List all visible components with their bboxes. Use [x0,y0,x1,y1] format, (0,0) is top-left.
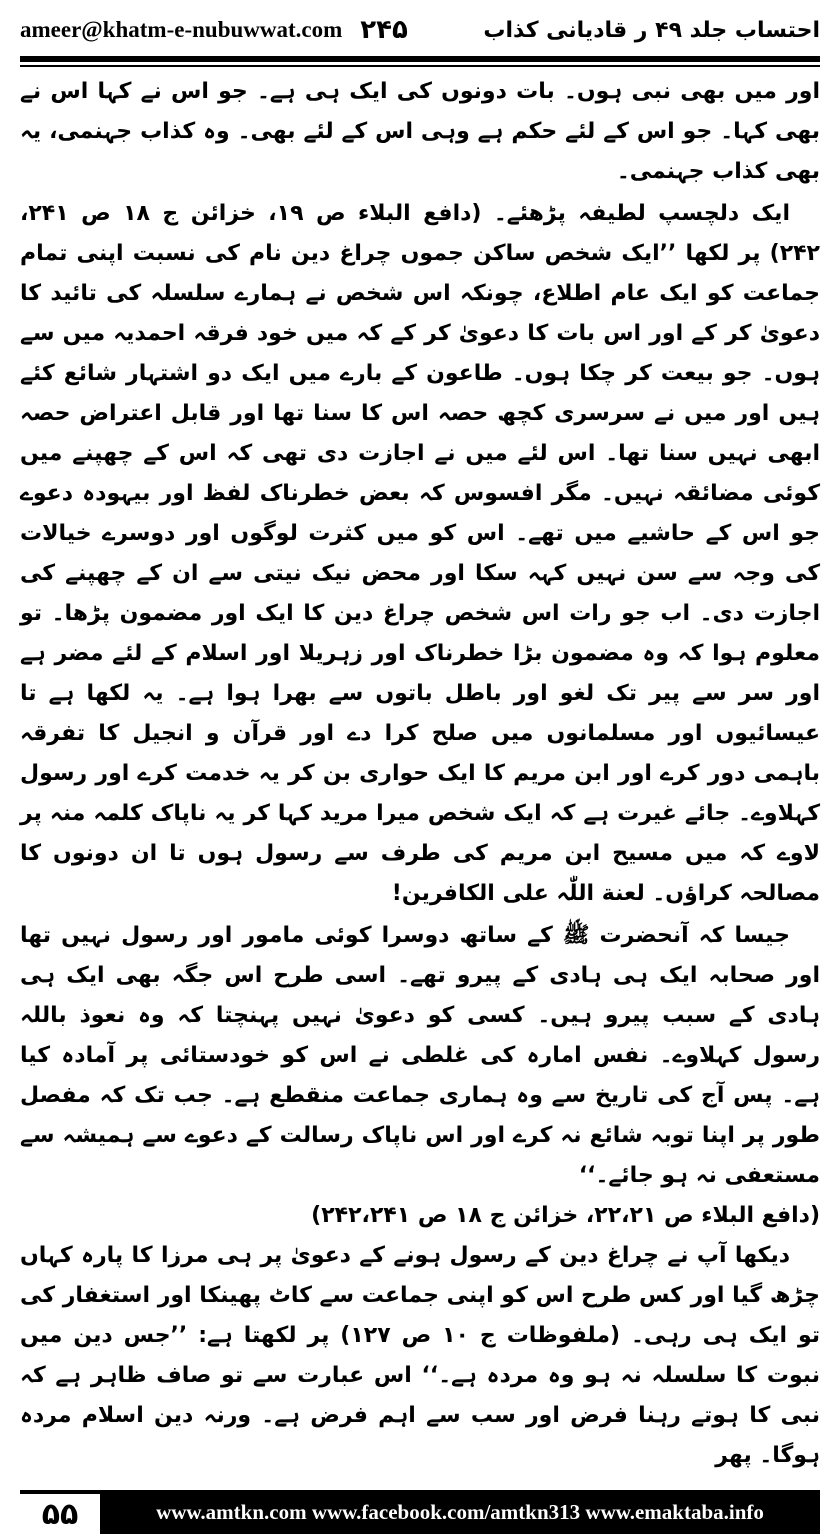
header-page-number: ۲۴۵ [360,15,408,45]
paragraph-3: جیسا کہ آنحضرت ﷺ کے ساتھ دوسرا کوئی مامور اور رسول نہیں تھا اور صحابہ ایک ہی ہادی کے پیرو تھے۔ اسی طرح اس جگہ بھی ایک ہی ہادی کے سبب پیرو ہیں۔ کسی کو دعویٰ نہیں پہنچتا کہ وہ نعوذ باللہ رسول کہلاوے۔ نفس امارہ کی غلطی نے اس کو خودستائی پر آمادہ کیا ہے۔ پس آج کی تاریخ سے وہ ہماری جماعت منقطع ہے۔ جب تک کہ مفصل طور پر اپنا توبہ شائع نہ کرے اور اس ناپاک رسالت کے دعوے سے ہمیشہ سے مستعفی نہ ہو جائے۔‘‘ [20,923,820,1188]
paragraph-1: اور میں بھی نبی ہوں۔ بات دونوں کی ایک ہی ہے۔ جو اس نے کہا اس نے بھی کہا۔ جو اس کے لئے حکم ہے وہی اس کے لئے بھی۔ وہ کذاب جہنمی، یہ بھی کذاب جہنمی۔ [20,79,820,184]
header-email[interactable]: ameer@khatm-e-nubuwwat.com [20,17,343,42]
paragraph-2: ایک دلچسپ لطیفہ پڑھئے۔ (دافع البلاء ص ۱۹، خزائن ج ۱۸ ص ۲۴۱، ۲۴۲) پر لکھا ’’ایک شخص ساکن جموں چراغ دین نام کی نسبت اپنی تمام جماعت کو ایک عام اطلاع، چونکہ اس شخص نے ہمارے سلسلہ کی تائید کا دعویٰ کر کے اور اس بات کا دعویٰ کر کے کہ میں خود فرقہ احمدیہ میں سے ہوں۔ جو بیعت کر چکا ہوں۔ طاعون کے بارے میں ایک دو اشتہار شائع کئے ہیں اور میں نے سرسری کچھ حصہ اس کا سنا تھا اور قابل اعتراض حصہ ابھی نہیں سنا تھا۔ اس لئے میں نے اجازت دی تھی کہ اس کے چھپنے میں کوئی مضائقہ نہیں۔ مگر افسوس کہ بعض خطرناک لفظ اور بیہودہ دعوے جو اس کے حاشیے میں تھے۔ اس کو میں کثرت لوگوں اور دوسرے خیالات کی وجہ سے سن نہیں کہہ سکا اور محض نیک نیتی سے ان کے چھپنے کی اجازت دی۔ اب جو رات اس شخص چراغ دین کا ایک اور مضمون پڑھا۔ تو معلوم ہوا کہ وہ مضمون بڑا خطرناک اور زہریلا اور اسلام کے لئے مضر ہے اور سر سے پیر تک لغو اور باطل باتوں سے بھرا ہوا ہے۔ یہ لکھا ہے تا عیسائیوں اور مسلمانوں میں صلح کرا دے اور قرآن و انجیل کا تفرقہ باہمی دور کرے اور ابن مریم کا ایک حواری بن کر یہ خدمت کرے اور رسول کہلاوے۔ جائے غیرت ہے کہ ایک شخص میرا مرید کہا کر یہ ناپاک کلمہ منہ پر لاوے کہ میں مسیح ابن مریم کی طرف سے رسول ہوں تا ان دونوں کا مصالحہ کراؤں۔ لعنة اللّٰہ علی الکافرین! [20,201,820,906]
header-rule-thin [20,65,820,67]
header-rule-thick [20,56,820,62]
page-body [20,72,820,1484]
citation-reference: (دافع البلاء ص ۲۲،۲۱، خزائن ج ۱۸ ص ۲۴۲،۲۴۱) [311,1203,820,1228]
header-book-title: احتساب جلد ۴۹ ر قادیانی کذاب [483,17,820,43]
paragraph-4: دیکھا آپ نے چراغ دین کے رسول ہونے کے دعویٰ پر ہی مرزا کا پارہ کہاں چڑھ گیا اور کس طرح اس کو اپنی جماعت سے کاٹ پھینکا اور استغفار کی تو ایک ہی رہی۔ (ملفوظات ج ۱۰ ص ۱۲۷) پر لکھتا ہے: ’’جس دین میں نبوت کا سلسلہ نہ ہو وہ مردہ ہے۔‘‘ اس عبارت سے تو صاف ظاہر ہے کہ نبی کا ہوتے رہنا فرض اور سب سے اہم فرض ہے۔ ورنہ دین اسلام مردہ ہوگا۔ پھر [20,1243,820,1468]
footer-links[interactable]: www.amtkn.com www.facebook.com/amtkn313 www.emaktaba.info [100,1490,820,1534]
page-header [20,8,820,52]
footer-page-number: ۵۵ [20,1490,100,1534]
page-footer [20,1490,820,1534]
header-left [20,15,408,45]
